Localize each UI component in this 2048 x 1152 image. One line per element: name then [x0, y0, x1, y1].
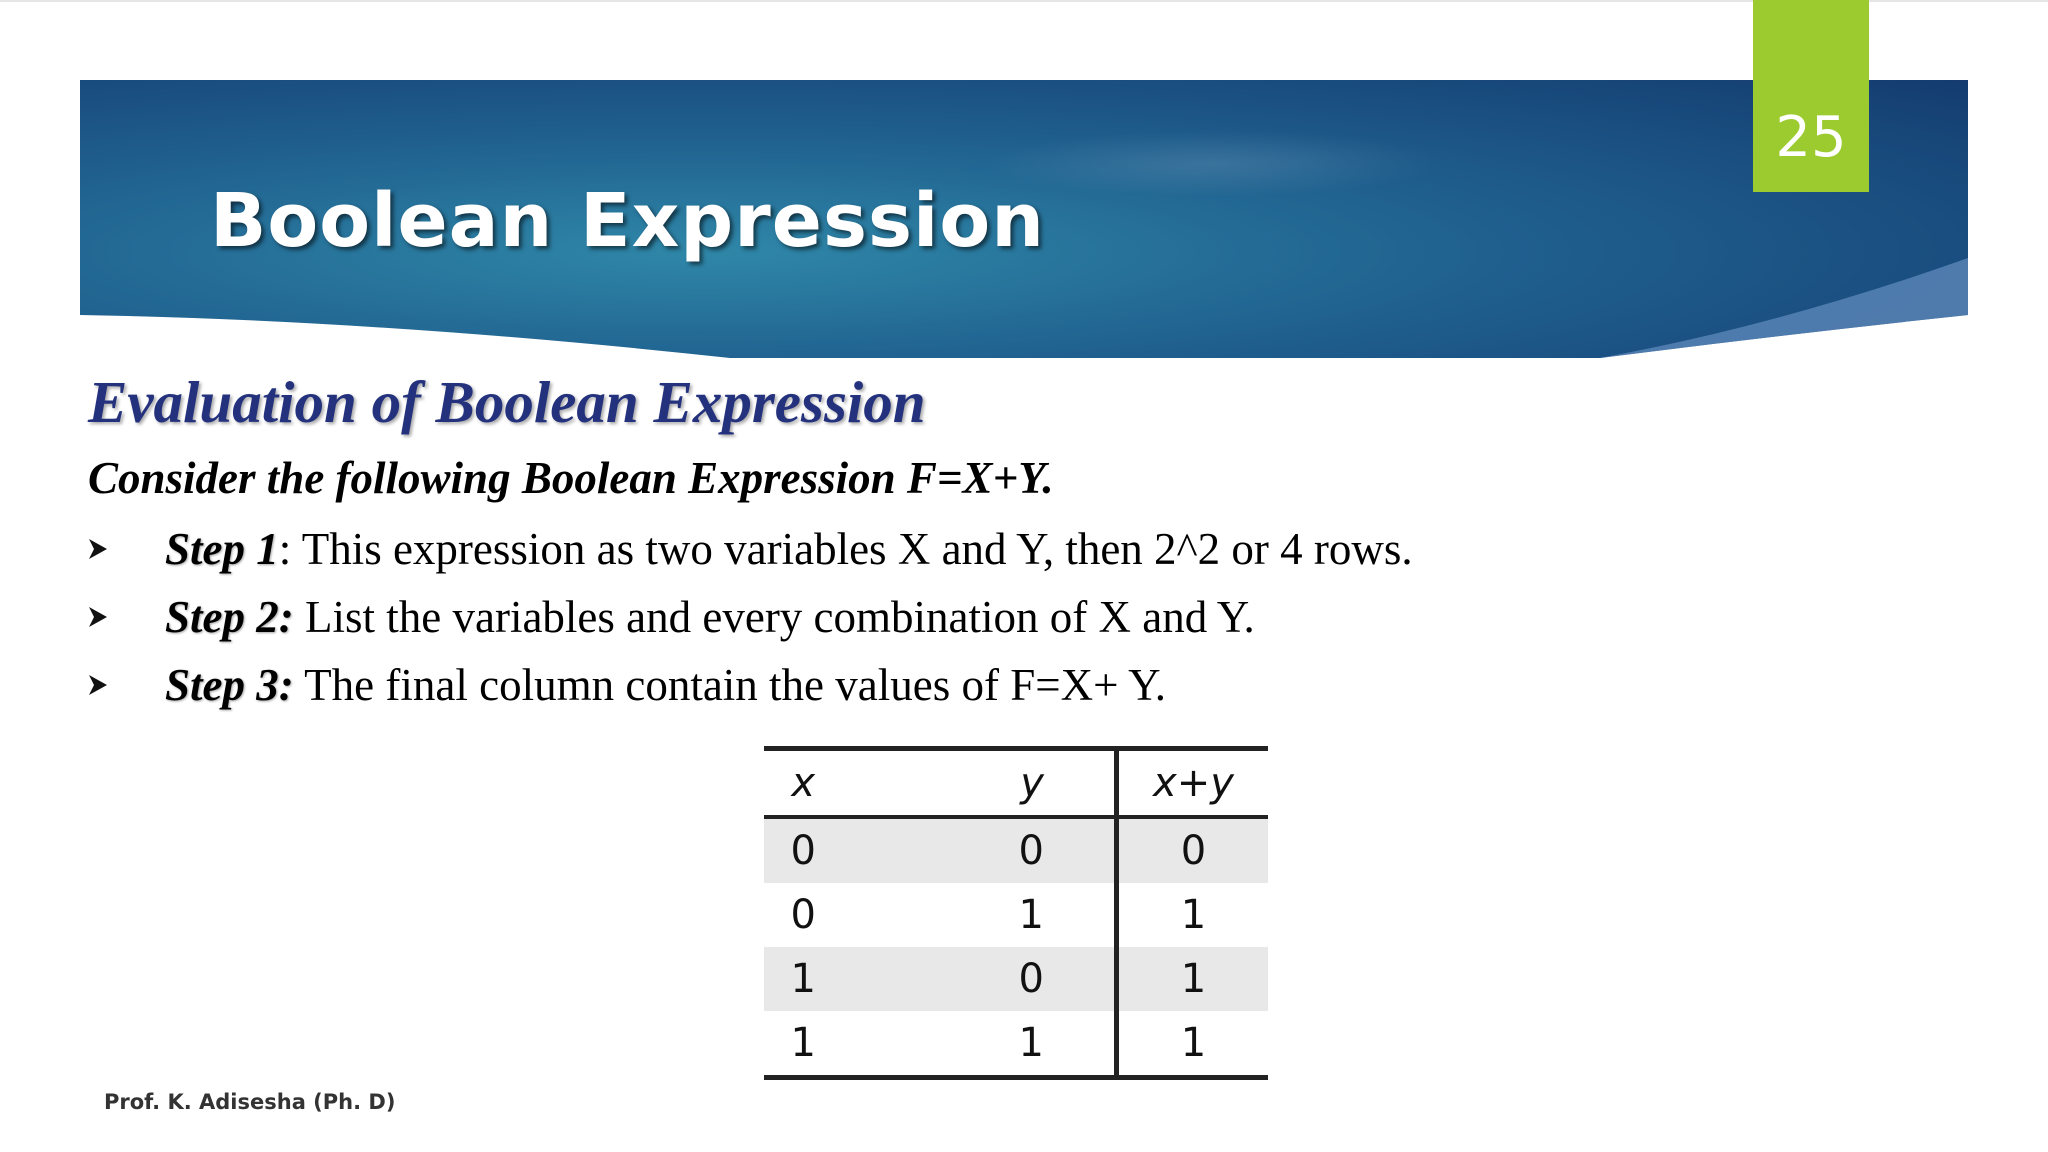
column-header-x: x — [764, 749, 842, 818]
table-cell-x: 1 — [764, 947, 842, 1011]
truth-table — [764, 746, 1268, 1080]
table-row — [764, 883, 1268, 947]
table-cell-x: 0 — [790, 892, 816, 938]
table-cell-x: 1 — [764, 1011, 842, 1078]
table-cell-output: 1 — [1116, 883, 1268, 947]
table-row — [764, 947, 1268, 1011]
page-number: 25 — [1775, 105, 1847, 170]
table-cell-y: 0 — [842, 947, 1116, 1011]
slide-title: Boolean Expression — [210, 178, 1045, 264]
step-text: The final column contain the values of F=X+ Y. — [293, 660, 1167, 710]
step-body — [165, 583, 1255, 651]
step-text: : This expression as two variables X and Y, then 2^2 or 4 rows. — [278, 524, 1413, 574]
column-header-x-plus-y: x+y — [1116, 749, 1268, 818]
intro-text: Consider the following Boolean Expression F=X+Y. — [88, 453, 1054, 503]
table-cell-output: 0 — [1116, 817, 1268, 883]
table-cell-x: 0 — [764, 817, 842, 883]
table-row — [764, 817, 1268, 883]
column-header-y: y — [842, 749, 1116, 818]
table-cell-output: 1 — [1116, 947, 1268, 1011]
table-cell-output: 1 — [1116, 1011, 1268, 1078]
top-divider — [0, 0, 2048, 2]
page-number-badge — [1753, 0, 1869, 192]
step-body — [165, 651, 1166, 719]
step-body — [165, 515, 1413, 583]
table-row — [764, 1011, 1268, 1078]
step-text: List the variables and every combination of X and Y. — [293, 592, 1255, 642]
arrowhead-bullet-icon — [88, 515, 110, 583]
table-cell-y: 1 — [1018, 892, 1044, 938]
step-label: Step 1 — [165, 524, 279, 574]
table-cell-y: 1 — [842, 1011, 1116, 1078]
arrowhead-bullet-icon — [88, 651, 110, 719]
step-label: Step 2: — [165, 592, 294, 642]
arrowhead-bullet-icon — [88, 583, 110, 651]
table-header-row — [764, 749, 1268, 818]
step-label: Step 3: — [165, 660, 294, 710]
footer-author: Prof. K. Adisesha (Ph. D) — [104, 1090, 396, 1114]
table-cell-y: 0 — [842, 817, 1116, 883]
section-heading: Evaluation of Boolean Expression — [88, 369, 926, 435]
